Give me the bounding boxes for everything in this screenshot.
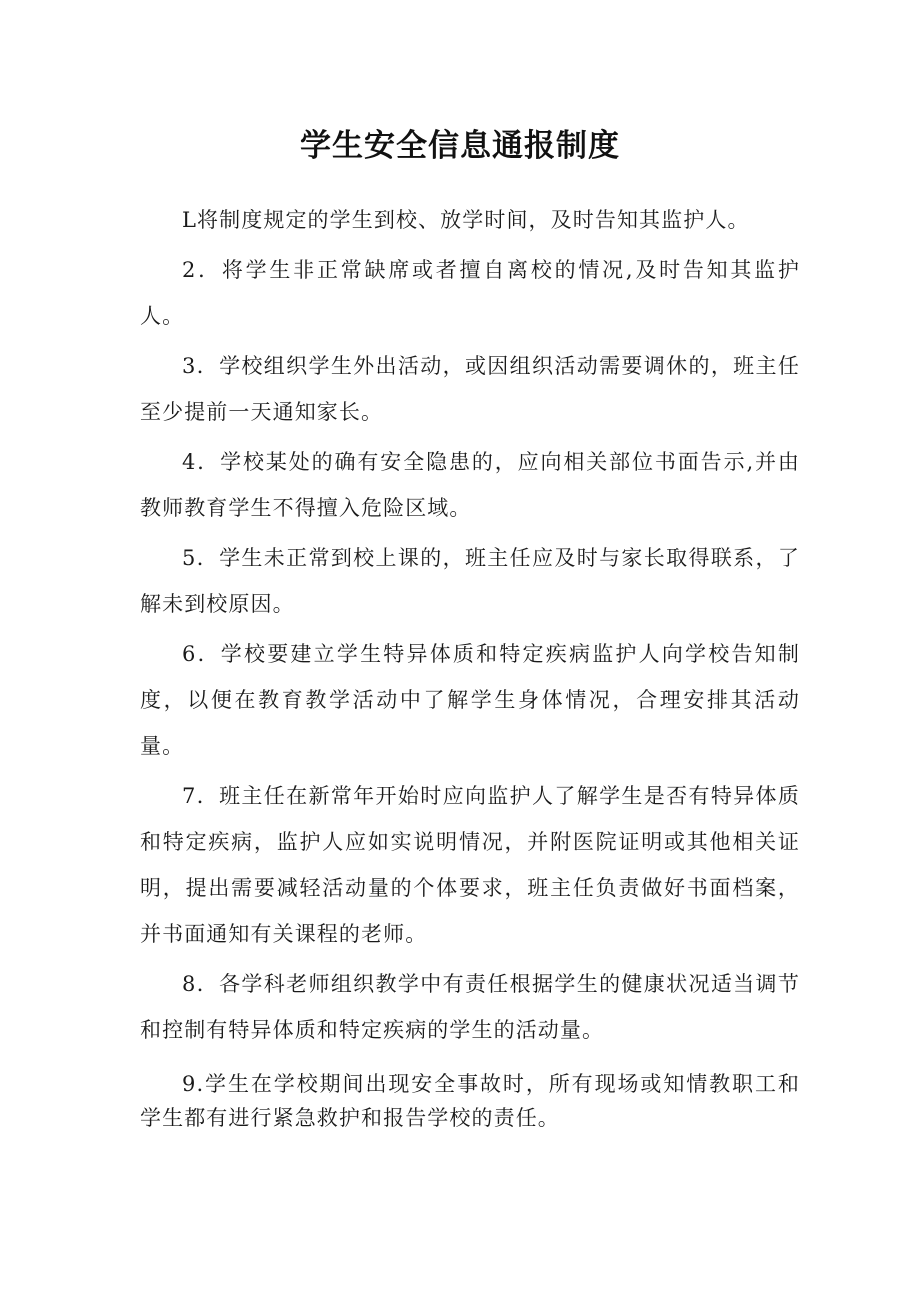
paragraph-5: 5．学生未正常到校上课的，班主任应及时与家长取得联系，了解未到校原因。 (140, 546, 800, 616)
paragraph-7: 7．班主任在新常年开始时应向监护人了解学生是否有特异体质和特定疾病，监护人应如实说明情况，并附医院证明或其他相关证明，提出需要减轻活动量的个体要求，班主任负责做好书面档案，并书面通知有关课程的老师。 (140, 784, 800, 946)
paragraph-9: 9.学生在学校期间出现安全事故时，所有现场或知情教职工和学生都有进行紧急救护和报告学校的责任。 (140, 1072, 800, 1130)
paragraph-6: 6．学校要建立学生特异体质和特定疾病监护人向学校告知制度，以便在教育教学活动中了解学生身体情况，合理安排其活动量。 (140, 642, 800, 758)
paragraph-4: 4．学校某处的确有安全隐患的，应向相关部位书面告示,并由教师教育学生不得擅入危险区域。 (140, 450, 800, 520)
document-body (140, 197, 800, 1139)
paragraph-1: L将制度规定的学生到校、放学时间，及时告知其监护人。 (182, 208, 750, 232)
document-title: 学生安全信息通报制度 (300, 128, 620, 164)
paragraph-8: 8．各学科老师组织教学中有责任根据学生的健康状况适当调节和控制有特异体质和特定疾病的学生的活动量。 (140, 972, 800, 1042)
paragraph-2: 2．将学生非正常缺席或者擅自离校的情况,及时告知其监护人。 (140, 258, 800, 328)
paragraph-3: 3．学校组织学生外出活动，或因组织活动需要调休的，班主任至少提前一天通知家长。 (140, 354, 800, 424)
